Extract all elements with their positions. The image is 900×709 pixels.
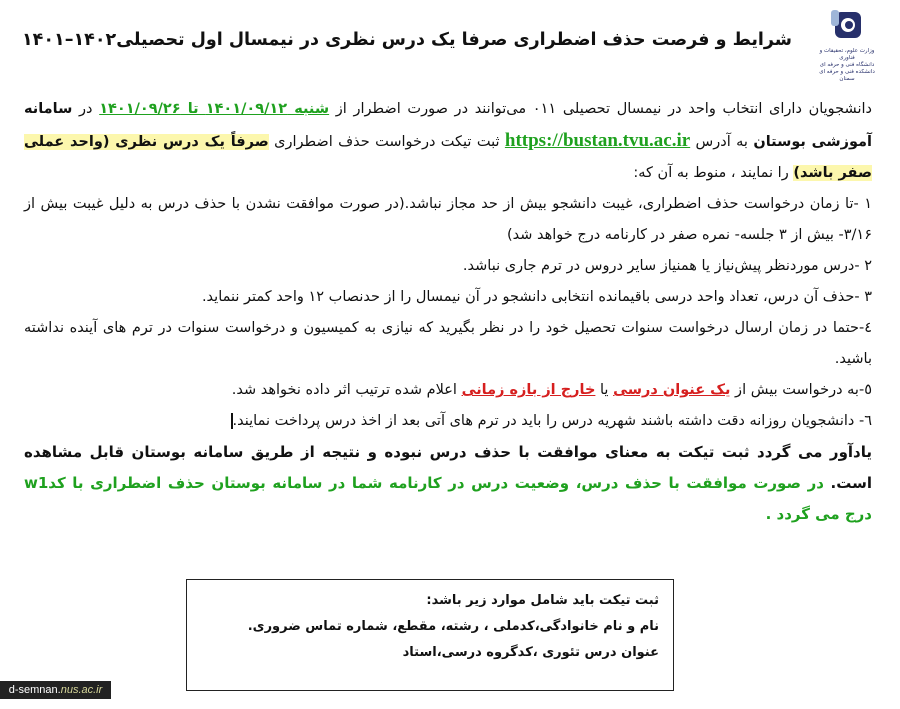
ticket-box-line-2: عنوان درس تئوری ،کدگروه درسی،استاد	[402, 645, 659, 660]
page-title: شرایط و فرصت حذف اضطراری صرفا یک درس نظری در نیمسال اول تحصیلی۱۴۰۲–۱۴۰۱	[21, 30, 792, 50]
intro-paragraph: دانشجویان دارای انتخاب واحد در نیمسال تحصیلی ۰۱۱ می‌توانند در صورت اضطرار از شنبه ۱۴۰۱/۰۹/۱۲ تا ۱۴۰۱/۰۹/۲۶ در سامانه آموزشی بوستان به آدرس https://bustan.tvu.ac.ir ثبت تیکت درخواست حذف اضطراری صرفاً یک درس نظری (واحد عملی صفر باشد) را نمایند ، منوط به آن که:	[24, 101, 873, 181]
tvu-logo-icon	[827, 6, 867, 46]
one-course-title: یک عنوان درسی	[613, 382, 731, 398]
system-name: سامانه آموزشی بوستان	[24, 101, 873, 150]
ticket-requirements-box	[186, 579, 674, 691]
condition-item-5: ٥-به درخواست بیش از یک عنوان درسی یا خارج از بازه زمانی اعلام شده ترتیب اثر داده نخواهد شد.	[231, 382, 872, 398]
out-of-range: خارج از بازه زمانی	[461, 382, 596, 398]
ticket-box-heading: ثبت تیکت باید شامل موارد زیر باشد:	[426, 593, 659, 608]
reminder-green: در صورت موافقت با حذف درس، وضعیت درس در کارنامه شما در سامانه بوستان حذف اضطراری با کدw1 درج می گردد .	[24, 474, 872, 523]
condition-item-4: ٤-حتما در زمان ارسال درخواست سنوات تحصیل خود را در نظر بگیرید که نیازی به کمیسیون و درخواست سنوات در ترم های آینده نداشته باشید.	[24, 320, 872, 367]
tvu-logo	[812, 6, 882, 86]
condition-item-3: ۳ -حذف آن درس، تعداد واحد درسی باقیمانده انتخابی دانشجو در آن نیمسال را از حدنصاب ۱۲ واحد کمتر ننماید.	[201, 289, 872, 305]
ticket-box-line-1: نام و نام خانوادگی،کدملی ، رشته، مقطع، شماره تماس ضروری.	[247, 619, 659, 634]
condition-item-2: ۲ -درس موردنظر پیش‌نیاز یا همنیاز سایر دروس در ترم جاری نباشد.	[462, 258, 872, 274]
condition-item-1: ۱ -تا زمان درخواست حذف اضطراری، غیبت دانشجو بیش از حد مجاز نباشد.(در صورت موافقت نشدن با حذف درس به دلیل غیبت بیش از ۳/۱۶- بیش از ۳ جلسه- نمره صفر در کارنامه درج خواهد شد)	[24, 196, 872, 243]
site-watermark: d-semnan.nus.ac.ir	[0, 681, 111, 699]
condition-item-6: ٦- دانشجویان روزانه دقت داشته باشند شهریه درس را باید در ترم های آتی بعد از اخذ درس پرداخت نمایند.	[232, 413, 872, 429]
only-one-course: صرفاً یک درس نظری (واحد عملی صفر باشد)	[24, 134, 872, 181]
logo-caption: وزارت علوم، تحقیقات و فناوری دانشگاه فنی و حرفه ای دانشکده فنی و حرفه ای سمنان	[819, 48, 875, 82]
document-body	[24, 94, 872, 530]
date-range: شنبه ۱۴۰۱/۰۹/۱۲ تا ۱۴۰۱/۰۹/۲۶	[99, 101, 330, 117]
reminder-paragraph: یادآور می گردد ثبت تیکت به معنای موافقت با حذف درس نبوده و نتیجه از طریق سامانه بوستان قابل مشاهده است. در صورت موافقت با حذف درس، وضعیت درس در کارنامه شما در سامانه بوستان حذف اضطراری با کدw1 درج می گردد .	[24, 443, 872, 523]
bustan-link[interactable]: https://bustan.tvu.ac.ir	[504, 130, 691, 151]
